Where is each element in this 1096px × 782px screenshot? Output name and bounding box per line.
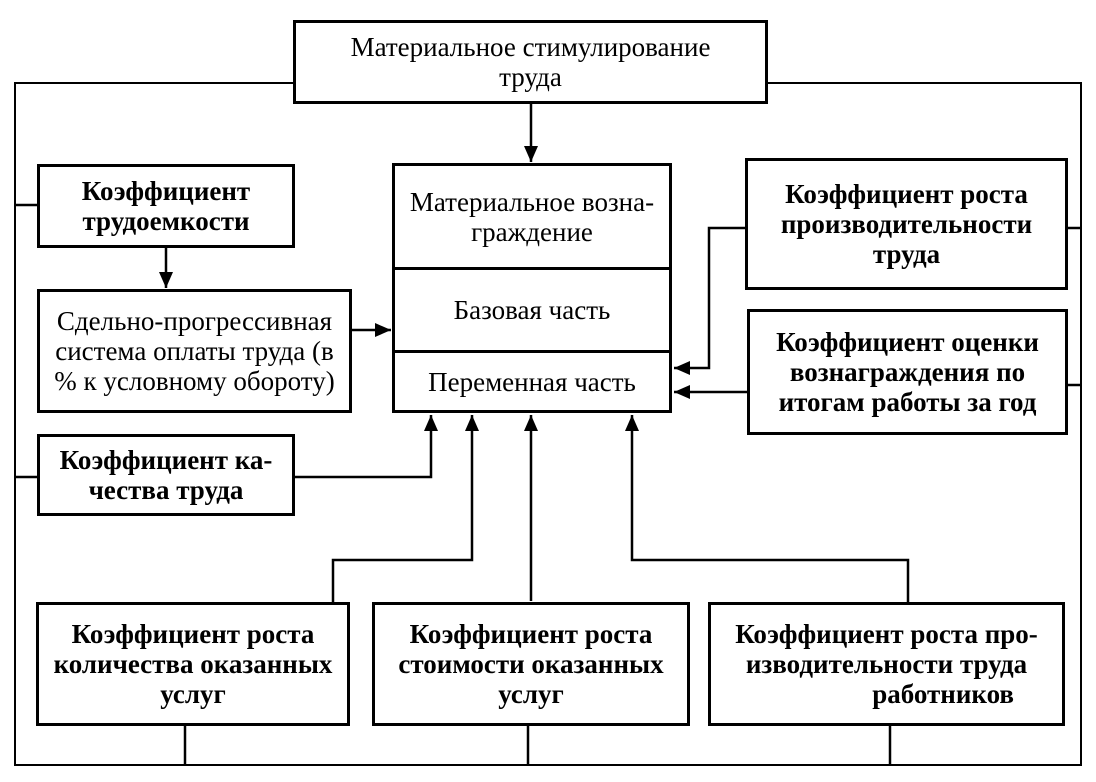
text-line: чества труда bbox=[88, 475, 244, 505]
text-line: Коэффициент ка- bbox=[59, 445, 273, 475]
connector-quality-to-variable-part bbox=[295, 415, 431, 477]
box-labor-quality-coefficient bbox=[37, 434, 295, 516]
text-line: Коэффициент bbox=[81, 176, 251, 206]
text-line: % к условному обороту) bbox=[54, 366, 335, 396]
text-line: Материальное возна- bbox=[409, 186, 655, 217]
box-services-cost-growth-coefficient bbox=[372, 602, 690, 726]
text-line: количества оказанных bbox=[53, 649, 333, 679]
section-variable-part bbox=[395, 350, 669, 410]
box-material-stimulus bbox=[293, 20, 768, 104]
text-line: работников bbox=[872, 679, 1014, 709]
box-services-quantity-growth-coefficient bbox=[36, 602, 350, 726]
section-base-part bbox=[395, 267, 669, 350]
text-line: Коэффициент роста bbox=[409, 619, 653, 649]
text-line: итогам работы за год bbox=[778, 387, 1037, 417]
text-line: трудоемкости bbox=[82, 206, 250, 236]
connector-qty-growth-to-variable-part bbox=[333, 415, 472, 602]
text-line: труда bbox=[499, 62, 562, 92]
text-line: вознаграждения по bbox=[789, 357, 1026, 387]
text-line: производительности bbox=[780, 209, 1033, 239]
text-line: Сдельно-прогрессивная bbox=[56, 306, 333, 336]
text-line: Коэффициент роста про- bbox=[735, 619, 1038, 649]
text-line: система оплаты труда (в bbox=[55, 336, 334, 366]
box-annual-reward-evaluation-coefficient bbox=[747, 309, 1068, 435]
text-line: услуг bbox=[160, 679, 226, 709]
text-line: Переменная часть bbox=[428, 366, 636, 397]
box-productivity-growth-coefficient bbox=[745, 158, 1068, 290]
section-material-reward bbox=[395, 166, 669, 267]
text-line: изводительности труда bbox=[745, 649, 1028, 679]
box-workers-productivity-growth-coefficient bbox=[708, 602, 1065, 726]
connector-productivity-growth-to-variable-part bbox=[674, 228, 745, 368]
text-line: граждение bbox=[471, 216, 593, 247]
text-line: стоимости оказанных bbox=[398, 649, 664, 679]
text-line: услуг bbox=[498, 679, 564, 709]
box-piecework-progressive-system bbox=[37, 289, 352, 413]
connector-workers-productivity-to-variable-part bbox=[632, 415, 908, 602]
text-line: Коэффициент оценки bbox=[776, 327, 1039, 357]
text-line: Материальное стимулирование bbox=[350, 32, 711, 62]
text-line: Коэффициент роста bbox=[71, 619, 315, 649]
text-line: Базовая часть bbox=[453, 295, 611, 325]
text-line: труда bbox=[872, 239, 941, 269]
text-line: Коэффициент роста bbox=[785, 179, 1028, 209]
box-material-reward bbox=[392, 163, 672, 413]
box-labor-intensity-coefficient bbox=[37, 164, 295, 248]
